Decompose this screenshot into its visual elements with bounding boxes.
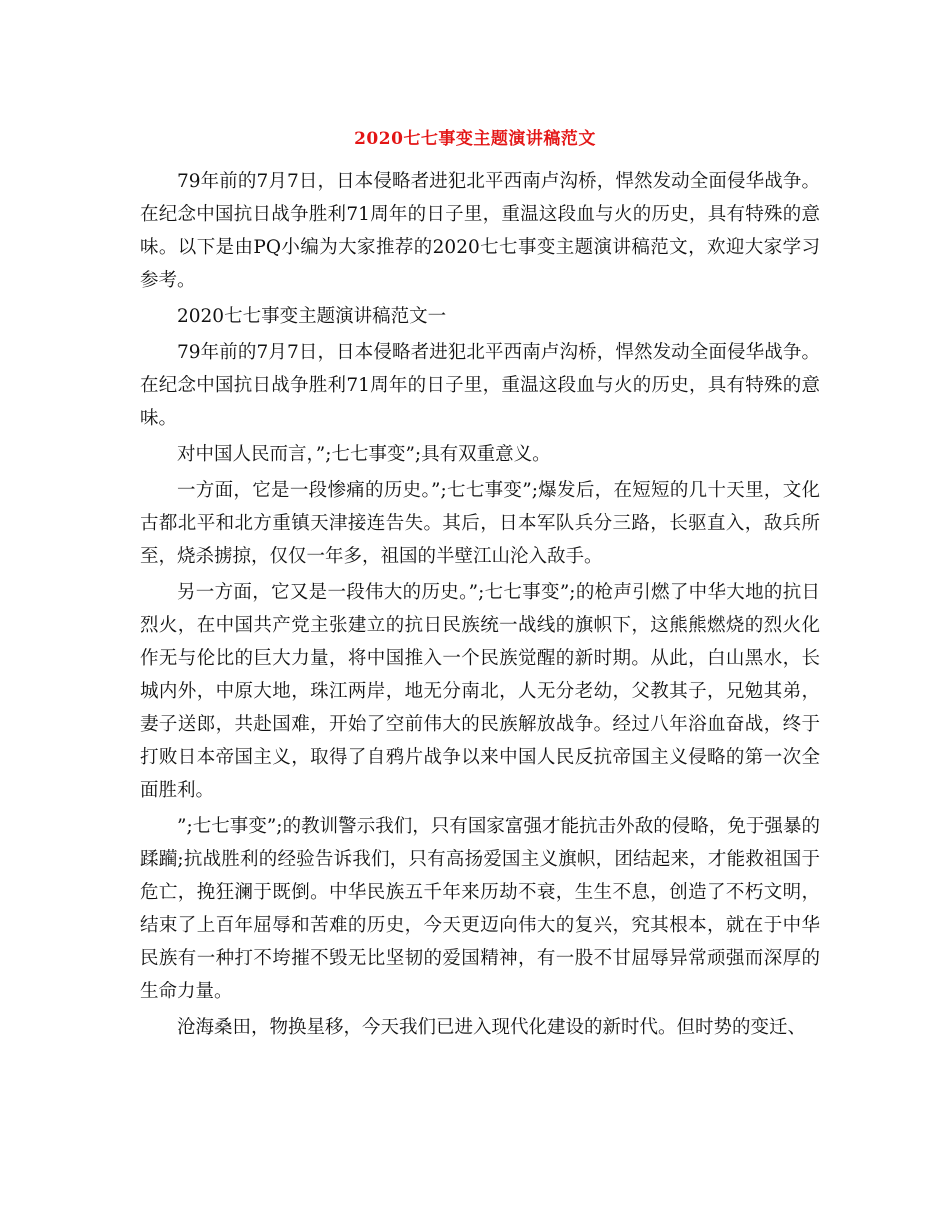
- paragraph-intro: 79年前的7月7日，日本侵略者进犯北平西南卢沟桥，悍然发动全面侵华战争。在纪念中国抗日战争胜利71周年的日子里，重温这段血与火的历史，具有特殊的意味。以下是由PQ小编为大家推荐的2020七七事变主题演讲稿范文，欢迎大家学习参考。: [140, 171, 820, 291]
- paragraph: 沧海桑田，物换星移，今天我们已进入现代化建设的新时代。但时势的变迁、: [177, 1017, 807, 1038]
- paragraph: 一方面，它是一段惨痛的历史。”;七七事变”;爆发后，在短短的几十天里，文化古都北平和北方重镇天津接连告失。其后，日本军队兵分三路，长驱直入，敌兵所至，烧杀掳掠，仅仅一年多，祖国的半壁江山沦入敌手。: [140, 480, 820, 567]
- paragraph: 另一方面，它又是一段伟大的历史。”;七七事变”;的枪声引燃了中华大地的抗日烈火，在中国共产党主张建立的抗日民族统一战线的旗帜下，这熊熊燃烧的烈火化作无与伦比的巨大力量，将中国推入一个民族觉醒的新时期。从此，白山黑水，长城内外，中原大地，珠江两岸，地无分南北，人无分老幼，父教其子，兄勉其弟，妻子送郎，共赴国难，开始了空前伟大的民族解放战争。经过八年浴血奋战，终于打败日本帝国主义，取得了自鸦片战争以来中国人民反抗帝国主义侵略的第一次全面胜利。: [140, 582, 820, 801]
- document-title: 2020七七事变主题演讲稿范文: [354, 129, 596, 149]
- paragraph: 对中国人民而言，”;七七事变”;具有双重意义。: [177, 444, 551, 465]
- paragraph: ”;七七事变”;的教训警示我们，只有国家富强才能抗击外敌的侵略，免于强暴的蹂躏;抗战胜利的经验告诉我们，只有高扬爱国主义旗帜，团结起来，才能救祖国于危亡，挽狂澜于既倒。中华民族五千年来历劫不衰，生生不息，创造了不朽文明，结束了上百年屈辱和苦难的历史，今天更迈向伟大的复兴，究其根本，就在于中华民族有一种打不垮摧不毁无比坚韧的爱国精神，有一股不甘屈辱异常顽强而深厚的生命力量。: [140, 816, 820, 1002]
- document-body: [140, 165, 820, 1047]
- paragraph: 79年前的7月7日，日本侵略者进犯北平西南卢沟桥，悍然发动全面侵华战争。在纪念中国抗日战争胜利71周年的日子里，重温这段血与火的历史，具有特殊的意味。: [140, 342, 820, 429]
- section-heading: 2020七七事变主题演讲稿范文一: [177, 306, 447, 327]
